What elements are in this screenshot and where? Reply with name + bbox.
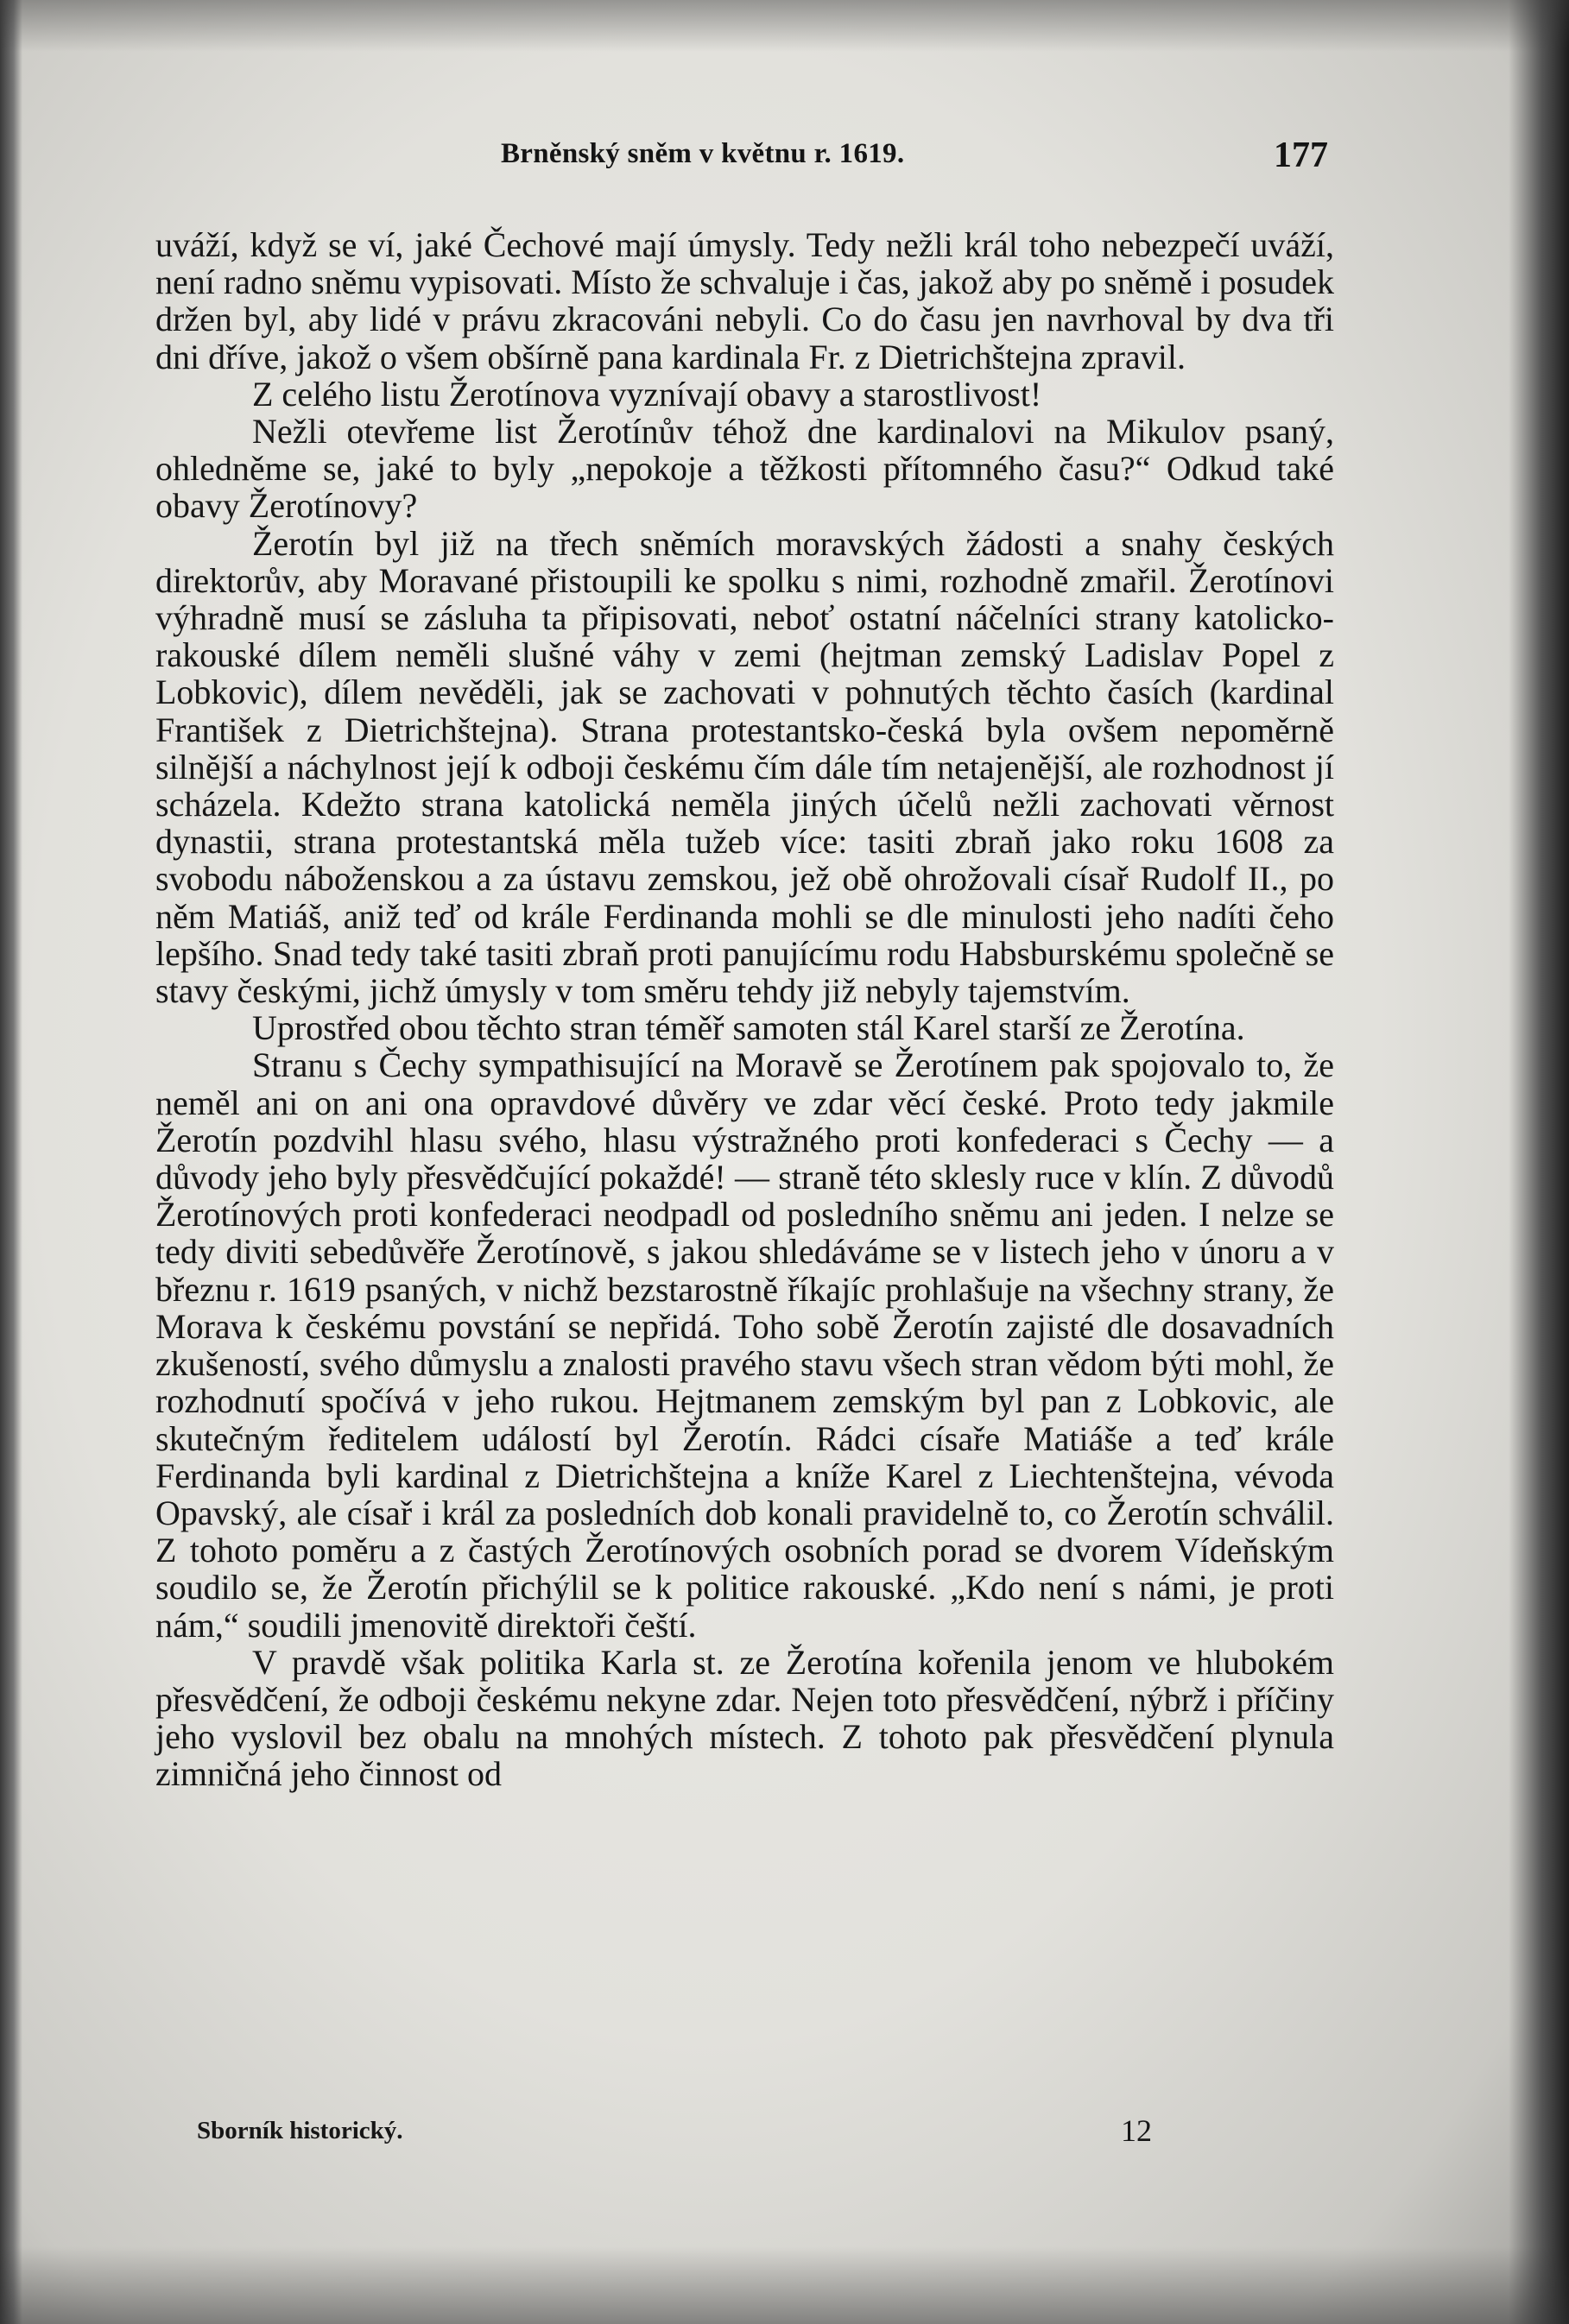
paragraph: Žerotín byl již na třech sněmích moravských žádosti a snahy českých direktorův, aby Moravané přistoupili ke spolku s nimi, rozhodně zmařil. Žerotínovi výhradně musí se zásluha ta připisovati, neboť ostatní náčelníci strany katolicko-rakouské dílem neměli slušné váhy v zemi (hejtman zemský Ladislav Popel z Lobkovic), dílem nevěděli, jak se zachovati v pohnutých těchto časích (kardinal František z Dietrichštejna). Strana protestantsko-česká byla ovšem nepoměrně silnější a náchylnost její k odboji českému čím dále tím netajenější, ale rozhodnost jí scházela. Kdežto strana katolická neměla jiných účelů nežli zachovati věrnost dynastii, strana protestantská měla tužeb více: tasiti zbraň jako roku 1608 za svobodu náboženskou a za ústavu zemskou, jež obě ohrožovali císař Rudolf II., po něm Matiáš, aniž teď od krále Ferdinanda mohli se dle minulosti jeho nadíti čeho lepšího. Snad tedy také tasiti zbraň proti panujícímu rodu Habsburskému společně se stavy českými, jichž úmysly v tom směru tehdy již nebyly tajemstvím. <box>155 523 1334 1011</box>
page-number: 177 <box>1274 136 1328 175</box>
page-edge-shadow-right <box>1509 0 1569 2324</box>
paragraph: V pravdě však politika Karla st. ze Žerotína kořenila jenom ve hlubokém přesvědčení, že odboji českému nekyne zdar. Nejen toto přesvědčení, nýbrž i příčiny jeho vyslovil bez obalu na mnohých místech. Z tohoto pak přesvědčení plynula zimničná jeho činnost od <box>155 1642 1334 1794</box>
running-title: Brněnský sněm v květnu r. 1619. <box>501 138 905 169</box>
paragraph: Uprostřed obou těchto stran téměř samoten stál Karel starší ze Žerotína. <box>252 1008 1245 1048</box>
signature-mark: 12 <box>1121 2113 1152 2148</box>
paragraph: uváží, když se ví, jaké Čechové mají úmysly. Tedy nežli král toho nebezpečí uváží, není radno sněmu vypisovati. Místo že schvaluje i čas, jakož aby po sněmě i posudek držen byl, aby lidé v právu zkracováni nebyli. Co do času jen navrhoval by dva tři dni dříve, jakož o všem obšírně pana kardinala Fr. z Dietrichštejna zpravil. <box>155 225 1334 376</box>
page-edge-shadow-left <box>0 0 22 2324</box>
body-text <box>155 226 1334 1793</box>
page-edge-shadow-bottom <box>0 2246 1569 2324</box>
page-edge-shadow-top <box>0 0 1569 52</box>
journal-footer: Sborník historický. <box>197 2117 403 2144</box>
paragraph: Stranu s Čechy sympathisující na Moravě se Žerotínem pak spojovalo to, že neměl ani on ani ona opravdové důvěry ve zdar věcí české. Proto tedy jakmile Žerotín pozdvihl hlasu svého, hlasu výstražného proti konfederaci s Čechy — a důvody jeho byly přesvědčující pokaždé! — straně této sklesly ruce v klín. Z důvodů Žerotínových proti konfederaci neodpadl od posledního sněmu ani jeden. I nelze se tedy diviti sebedůvěře Žerotínově, s jakou shledáváme se v listech jeho v únoru a v březnu r. 1619 psaných, v nichž bezstarostně říkajíc prohlašuje na všechny strany, že Morava k českému povstání se nepřidá. Toho sobě Žerotín zajisté dle dosavadních zkušeností, svého důmyslu a znalosti pravého stavu všech stran vědom býti mohl, že rozhodnutí spočívá v jeho rukou. Hejtmanem zemským byl pan z Lobkovic, ale skutečným ředitelem událostí byl Žerotín. Rádci císaře Matiáše a teď krále Ferdinanda byli kardinal z Dietrichštejna a kníže Karel z Liechtenštejna, vévoda Opavský, ale císař i král za posledních dob konali pravidelně to, co Žerotín schválil. Z tohoto poměru a z častých Žerotínových osobních porad se dvorem Vídeňským soudilo se, že Žerotín přichýlil se k politice rakouské. „Kdo není s námi, je proti nám,“ soudili jmenovitě direktoři čeští. <box>155 1045 1334 1645</box>
paragraph: Nežli otevřeme list Žerotínův téhož dne kardinalovi na Mikulov psaný, ohledněme se, jaké to byly „nepokoje a těžkosti přítomného času?“ Odkud také obavy Žerotínovy? <box>155 412 1334 526</box>
paragraph: Z celého listu Žerotínova vyznívají obavy a starostlivost! <box>252 374 1042 414</box>
